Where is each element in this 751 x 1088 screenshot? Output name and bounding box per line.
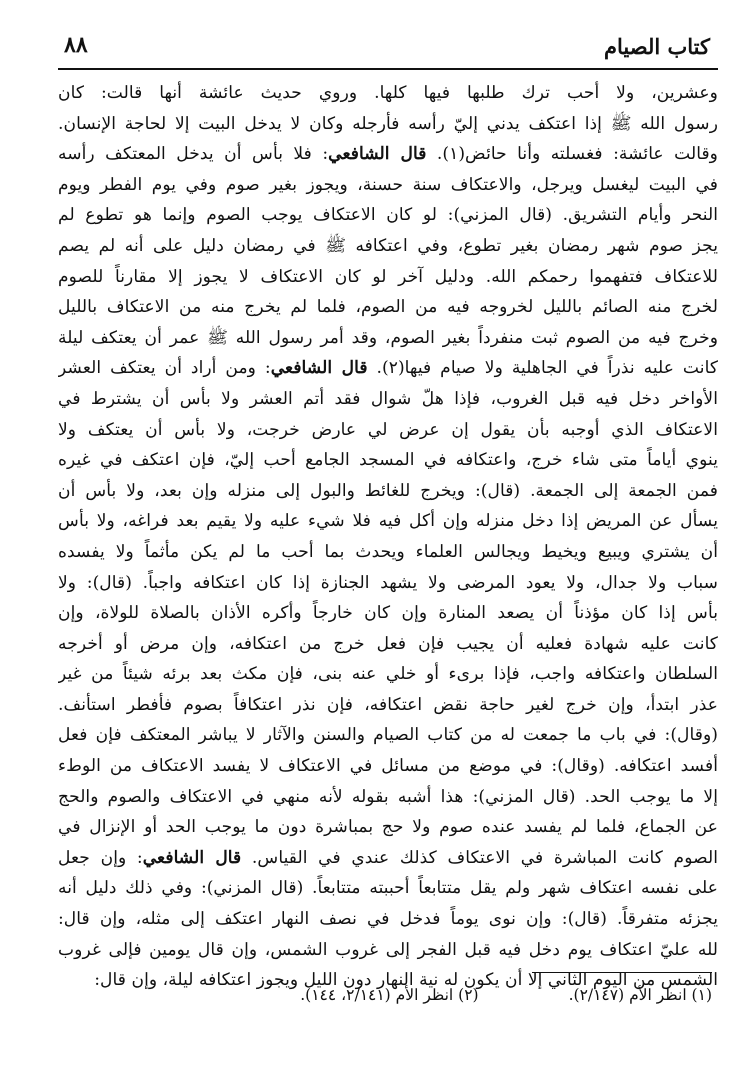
text-segment: لله عليّ اعتكاف يوم دخل فيه قبل الفجر إلى غروب الشمس، وإن قال يومين فإلى غروب <box>58 939 718 960</box>
text-segment: (وقال): في باب ما جمعت له من كتاب الصيام والسنن والآثار لا يباشر المعتكف فإن فعل <box>58 725 718 746</box>
text-segment: سباب ولا جدال، ولا يعود المرضى ولا يشهد الجنازة إذا كان اعتكافه واجباً. (قال): ولا <box>58 572 718 593</box>
text-segment: . <box>367 358 382 379</box>
text-segment: للاعتكاف فتفهموا رحمكم الله. ودليل آخر لو كان الاعتكاف لا يجوز إلا مقارناً للصوم <box>58 266 718 287</box>
speaker-label: قال الشافعي <box>328 144 427 165</box>
speaker-label: قال الشافعي <box>270 358 368 379</box>
text-segment: الاعتكاف الذي أوجبه بأن يقول إن عرض لي عارض خرجت، ولا بأس أن يعتكف ولا <box>58 419 718 440</box>
text-segment: يجزئه متفرقاً. (قال): وإن نوى يوماً فدخل في نصف النهار اعتكف إلى مثله، وإن قال: <box>58 909 718 930</box>
text-line <box>58 629 718 660</box>
text-line <box>58 904 718 935</box>
text-line <box>58 751 718 782</box>
text-segment: وخرج فيه من الصوم ثبت منفرداً بغير الصوم، وقد أمر رسول الله ﷺ عمر أن يعتكف ليلة <box>58 327 718 348</box>
text-segment: وقالت عائشة: فغسلته وأنا حائض <box>465 144 718 165</box>
text-segment: وعشرين، ولا أحب ترك طلبها فيها كلها. وروي حديث عائشة أنها قالت: كان <box>58 83 718 103</box>
text-segment: كانت عليه شهادة فعليه أن يجيب فإن فعل خرج من اعتكافه، وإن مرض أو أخرجه <box>58 633 718 654</box>
text-segment: عذر ابتدأ، وإن خرج لغير حاجة نقض اعتكافه، فإن نذر اعتكافاً بصوم فأفطر استأنف. <box>58 694 718 715</box>
text-segment: الأواخر دخل فيه قبل الغروب، فإذا هلّ شوال فقد أتم العشر ولا بأس أن يشترط في <box>58 388 718 409</box>
text-line <box>58 598 718 629</box>
text-segment: الشمس من اليوم الثاني إلا أن يكون له نية النهار دون الليل ويجوز اعتكافه ليلة، وإن قال: <box>94 970 718 991</box>
text-line <box>58 537 718 568</box>
text-segment: النحر وأيام التشريق. (قال المزني): لو كان الاعتكاف يوجب الصوم وإنما هو تطوع لم <box>58 205 718 226</box>
text-line <box>58 78 718 109</box>
text-segment: كانت عليه نذراً في الجاهلية ولا صيام فيها <box>404 358 718 379</box>
text-line <box>58 200 718 231</box>
text-segment: في البيت ليغسل ويرجل، والاعتكاف سنة حسنة، ويجوز بغير صوم وفي يوم الفطر ويوم <box>58 174 718 195</box>
text-line <box>58 782 718 813</box>
text-segment: على نفسه اعتكاف شهر ولم يقل متتابعاً أحببته متتابعاً. (قال المزني): وفي ذلك دليل أنه <box>58 878 718 899</box>
text-segment: بأس إذا كان مؤذناً أن يصعد المنارة وإن كان خارجاً وأكره الأذان بالصلاة للولاة، وإن <box>58 603 718 624</box>
text-line <box>58 139 718 170</box>
text-line <box>58 568 718 599</box>
text-line <box>58 353 718 384</box>
footnotes <box>72 986 712 1004</box>
text-line <box>58 415 718 446</box>
page-header <box>58 28 718 70</box>
text-line <box>58 690 718 721</box>
text-segment: (١) <box>442 144 466 165</box>
page-number: ٨٨ <box>64 32 88 58</box>
text-segment: يجز صوم شهر رمضان بغير تطوع، وفي اعتكافه ﷺ في رمضان دليل على أنه لم يصم <box>58 235 718 256</box>
text-segment: لخرج منه الصائم بالليل لخروجه فيه من الصوم، فلما لم يخرج منه من الاعتكاف بالليل <box>58 297 718 318</box>
text-segment: فمن الجمعة إلى الجمعة. (قال): ويخرج للغائط والبول إلى منزله وإن بعد، ولا بأس أن <box>58 480 718 501</box>
text-segment: : فلا بأس أن يدخل المعتكف رأسه <box>58 144 329 165</box>
book-page <box>58 28 718 1068</box>
text-line <box>58 812 718 843</box>
text-segment: رسول الله ﷺ إذا اعتكف يدني إليّ رأسه فأرجله وكان لا يدخل البيت إلا لحاجة الإنسان. <box>58 113 718 134</box>
text-line <box>58 506 718 537</box>
speaker-label: قال الشافعي <box>142 847 242 868</box>
text-segment: إلا ما يوجب الحد. (قال المزني): هذا أشبه بقوله لأنه منهي في الاعتكاف والصوم والحج <box>58 786 718 807</box>
text-line <box>58 720 718 751</box>
text-line <box>58 873 718 904</box>
footnote-2: (٢) انظر الأم (٢/١٤١، ١٤٤). <box>300 986 479 1004</box>
footnote-1: (١) انظر الأم (٢/١٤٧). <box>568 986 712 1004</box>
text-line <box>58 659 718 690</box>
text-line <box>58 384 718 415</box>
text-segment: عن الجماع، فلما لم يفسد عنده صوم ولا حج بمباشرة دون ما يوجب الحد أو الإنزال في <box>58 817 718 838</box>
text-segment: ينوي أياماً متى شاء خرج، واعتكافه في المسجد الجامع أحب إليّ، فإن اعتكف في غيره <box>58 450 718 471</box>
text-segment: أن يشتري ويبيع ويخيط ويجالس العلماء ويحدث بما أحب ما لم يكن مأثماً ولا يفسده <box>58 541 718 562</box>
text-segment: : ومن أراد أن يعتكف العشر <box>58 358 271 379</box>
text-line <box>58 323 718 354</box>
text-segment: (٢) <box>381 358 405 379</box>
text-line <box>58 843 718 874</box>
footnote-divider <box>532 972 712 973</box>
text-line <box>58 292 718 323</box>
text-line <box>58 476 718 507</box>
text-segment: السلطان واعتكافه واجب، فإذا برىء أو خلي عنه بنى، فإن مكث بعد برئه شيئاً من غير <box>58 664 718 685</box>
text-line <box>58 262 718 293</box>
text-segment: أفسد اعتكافه. (وقال): في موضع من مسائل في الاعتكاف لا يفسد الاعتكاف من الوطء <box>58 756 718 777</box>
text-line <box>58 935 718 966</box>
text-line <box>58 109 718 140</box>
text-line <box>58 231 718 262</box>
running-title: كتاب الصيام <box>604 34 710 59</box>
text-line <box>58 445 718 476</box>
text-segment: : وإن جعل <box>58 847 143 868</box>
text-segment: يسأل عن المريض إذا دخل منزله وإن أكل فيه فلا شيء عليه ولا يقيم بعد فراغه، ولا بأس <box>58 511 718 532</box>
text-line <box>58 170 718 201</box>
body-text <box>58 78 718 996</box>
text-segment: . <box>426 144 443 165</box>
text-segment: الصوم كانت المباشرة في الاعتكاف كذلك عندي في القياس. <box>241 847 718 868</box>
